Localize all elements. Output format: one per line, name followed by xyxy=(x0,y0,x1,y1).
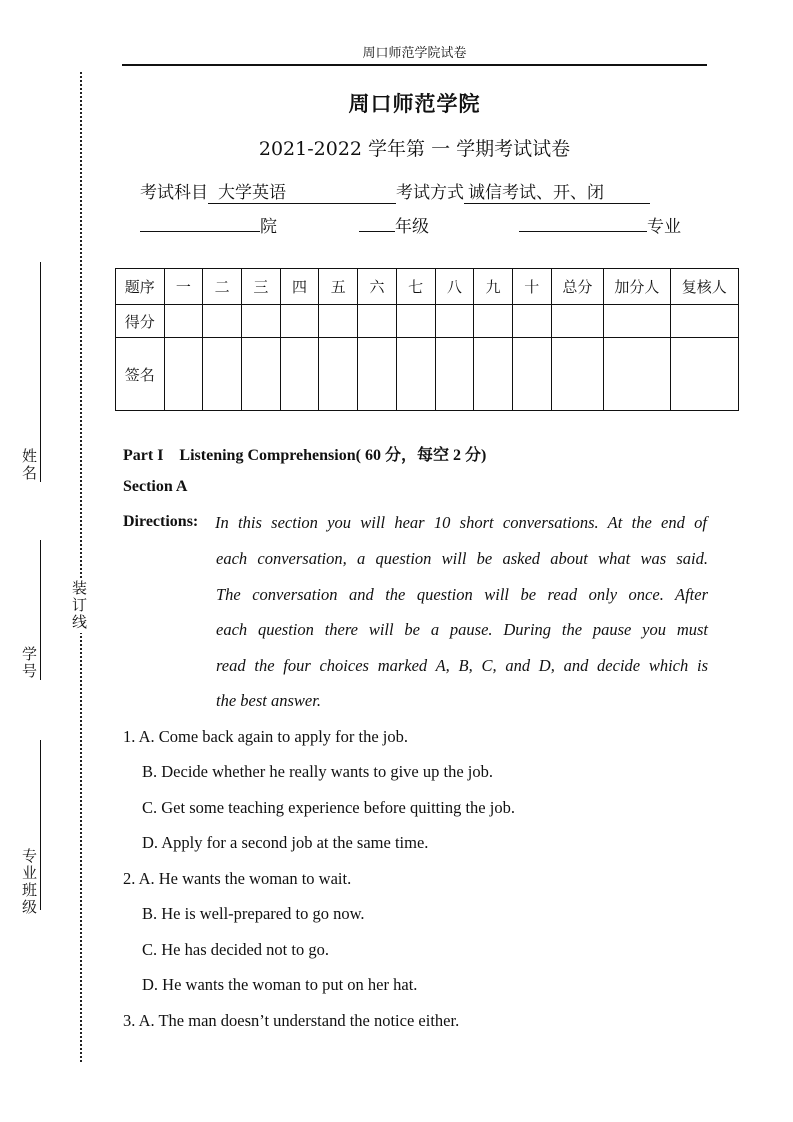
student-id-field-line xyxy=(40,540,41,680)
table-header-cell: 七 xyxy=(396,269,435,305)
score-cell xyxy=(512,305,551,338)
method-value: 诚信考试、开、闭 xyxy=(464,178,650,204)
question-1-option-b: B. Decide whether he really wants to give up the job. xyxy=(142,762,493,781)
sign-cell xyxy=(203,338,242,411)
table-header-cell: 六 xyxy=(358,269,397,305)
class-field-label: 专业班级 xyxy=(20,848,38,916)
sign-cell xyxy=(670,338,739,411)
subject-label: 考试科目 xyxy=(140,183,208,203)
score-cell xyxy=(241,305,280,338)
question-2-option-b: B. He is well-prepared to go now. xyxy=(142,904,365,923)
sign-row xyxy=(116,338,739,411)
directions-line: the best answer. xyxy=(216,691,321,710)
table-header-cell: 四 xyxy=(280,269,319,305)
class-field-line xyxy=(40,740,41,910)
part-title: Part I Listening Comprehension( 60 分，每空 2 分) xyxy=(123,447,487,464)
question-1-option-a: 1. A. Come back again to apply for the job. xyxy=(123,727,409,746)
sign-cell xyxy=(358,338,397,411)
sign-cell xyxy=(164,338,203,411)
college-label: 院 xyxy=(260,217,277,237)
running-header: 周口师范学院试卷 xyxy=(362,46,467,61)
sign-cell xyxy=(435,338,474,411)
sign-cell xyxy=(551,338,604,411)
table-header-cell: 五 xyxy=(319,269,358,305)
grade-blank xyxy=(359,231,395,232)
score-cell xyxy=(280,305,319,338)
exam-title: 2021-2022 学年第 一 学期考试试卷 xyxy=(258,138,571,160)
binding-line-label: 装订线 xyxy=(70,580,88,631)
name-field-line xyxy=(40,262,41,482)
major-label: 专业 xyxy=(647,217,681,237)
directions-line: In this section you will hear 10 short conversations. At the end of xyxy=(215,513,707,532)
subject-value: 大学英语 xyxy=(208,178,396,204)
table-header-cell: 加分人 xyxy=(604,269,670,305)
table-header-cell: 一 xyxy=(164,269,203,305)
score-cell xyxy=(604,305,670,338)
sign-cell xyxy=(241,338,280,411)
question-3-option-a: 3. A. The man doesn’t understand the notice either. xyxy=(123,1011,460,1030)
score-cell xyxy=(319,305,358,338)
table-header-cell: 总分 xyxy=(551,269,604,305)
sign-row-label: 签名 xyxy=(116,338,165,411)
directions-line: The conversation and the question will be read only once. After xyxy=(216,585,708,604)
question-1-option-d: D. Apply for a second job at the same time. xyxy=(142,833,429,852)
score-cell xyxy=(551,305,604,338)
name-field-label: 姓名 xyxy=(20,448,38,482)
question-2-option-c: C. He has decided not to go. xyxy=(142,940,329,959)
table-header-cell: 八 xyxy=(435,269,474,305)
score-cell xyxy=(474,305,513,338)
section-title: Section A xyxy=(123,478,188,495)
sign-cell xyxy=(280,338,319,411)
score-cell xyxy=(670,305,739,338)
table-header-cell: 题序 xyxy=(116,269,165,305)
table-header-row xyxy=(116,269,739,305)
score-cell xyxy=(203,305,242,338)
binding-dotted-line xyxy=(80,72,82,1062)
sign-cell xyxy=(319,338,358,411)
score-cell xyxy=(164,305,203,338)
table-header-cell: 三 xyxy=(241,269,280,305)
score-row xyxy=(116,305,739,338)
header-rule xyxy=(122,64,707,66)
score-cell xyxy=(396,305,435,338)
table-header-cell: 复核人 xyxy=(670,269,739,305)
major-blank xyxy=(519,231,647,232)
student-id-field-label: 学号 xyxy=(20,646,38,680)
exam-info-row-1 xyxy=(140,178,650,204)
sign-cell xyxy=(512,338,551,411)
college-blank xyxy=(140,231,260,232)
question-1-option-c: C. Get some teaching experience before quitting the job. xyxy=(142,798,515,817)
sign-cell xyxy=(604,338,670,411)
directions-line: each question there will be a pause. During the pause you must xyxy=(216,620,708,639)
score-table xyxy=(115,268,739,411)
question-2-option-d: D. He wants the woman to put on her hat. xyxy=(142,975,418,994)
directions-line: read the four choices marked A, B, C, and D, and decide which is xyxy=(216,656,708,675)
question-2-option-a: 2. A. He wants the woman to wait. xyxy=(123,869,352,888)
directions-label: Directions: xyxy=(123,513,199,530)
school-title: 周口师范学院 xyxy=(348,91,481,116)
score-cell xyxy=(435,305,474,338)
score-cell xyxy=(358,305,397,338)
sign-cell xyxy=(396,338,435,411)
grade-label: 年级 xyxy=(395,217,429,237)
sign-cell xyxy=(474,338,513,411)
table-header-cell: 九 xyxy=(474,269,513,305)
table-header-cell: 二 xyxy=(203,269,242,305)
method-label: 考试方式 xyxy=(396,183,464,203)
directions-line: each conversation, a question will be asked about what was said. xyxy=(216,549,708,568)
score-row-label: 得分 xyxy=(116,305,165,338)
table-header-cell: 十 xyxy=(512,269,551,305)
exam-info-row-2 xyxy=(140,212,681,237)
